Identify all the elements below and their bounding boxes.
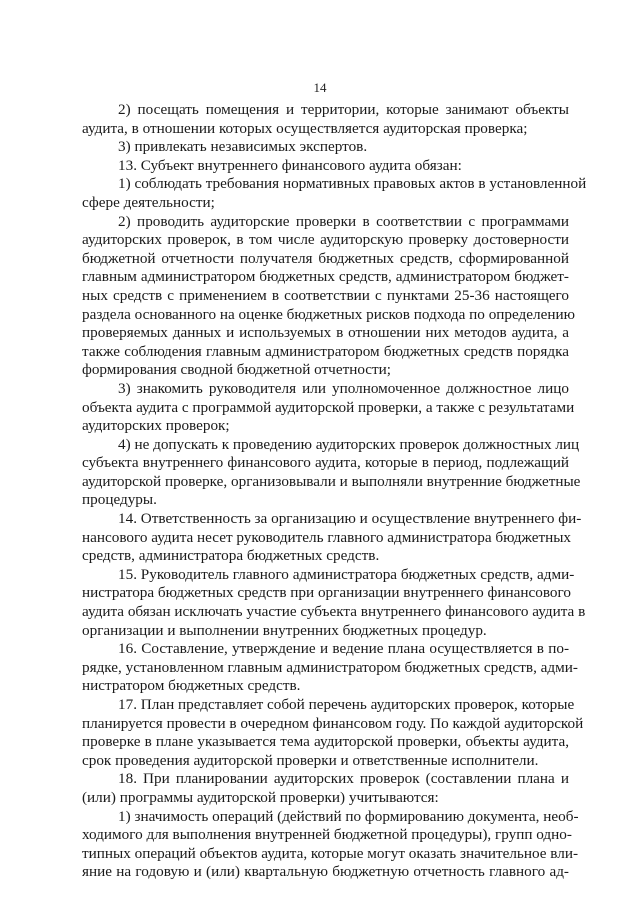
text-line: средств, администратора бюджетных средств. bbox=[82, 547, 380, 565]
text-line: 4) не допускать к проведению аудиторских проверок должностных лиц bbox=[118, 435, 580, 453]
text-line: 2) посещать помещения и территории, которые занимают объекты bbox=[118, 101, 569, 118]
text-line: 13. Субъект внутреннего финансового аудита обязан: bbox=[118, 156, 462, 174]
paragraph bbox=[82, 212, 575, 380]
text-line: ходимого для выполнения внутренней бюджетной процедуры), групп одно- bbox=[82, 826, 572, 844]
text-line: 17. План представляет собой перечень аудиторских проверок, которые bbox=[118, 696, 575, 713]
text-line: аудиторских проверок; bbox=[82, 417, 230, 435]
text-line: главным администратором бюджетных средств, администратором бюджет- bbox=[82, 268, 569, 286]
text-line: 3) привлекать независимых экспертов. bbox=[118, 138, 368, 156]
text-line: также соблюдения главным администратором бюджетных средств порядка bbox=[82, 342, 569, 360]
paragraph bbox=[82, 157, 569, 176]
text-line: проверяемых данных и используемых в отношении них методов аудита, а bbox=[82, 324, 569, 342]
page-number: 14 bbox=[313, 80, 327, 95]
paragraph bbox=[82, 175, 587, 212]
text-line: планируется провести в очередном финансовом году. По каждой аудиторской bbox=[82, 714, 584, 732]
text-line: сфере деятельности; bbox=[82, 193, 215, 211]
text-line: организации и выполнении внутренних бюджетных процедур. bbox=[82, 621, 487, 639]
text-line: яние на годовую и (или) квартальную бюджетную отчетность главного ад- bbox=[82, 863, 569, 881]
paragraph bbox=[82, 565, 586, 640]
text-line: нансового аудита несет руководитель главного администратора бюджетных bbox=[82, 528, 572, 546]
text-line: 1) соблюдать требования нормативных правовых актов в установленной bbox=[118, 175, 587, 193]
text-line: аудита обязан исключать участие субъекта внутреннего финансового аудита в bbox=[82, 603, 586, 621]
text-line: 3) знакомить руководителя или уполномоченное должностное лицо bbox=[118, 379, 569, 397]
text-line: нистратора бюджетных средств при организации внутреннего финансового bbox=[82, 584, 571, 602]
text-line: объекта аудита с программой аудиторской проверки, а также с результатами bbox=[82, 398, 575, 416]
text-line: (или) программы аудиторской проверки) учитываются: bbox=[82, 788, 439, 806]
paragraph bbox=[82, 640, 578, 696]
text-line: субъекта внутреннего финансового аудита, которые в период, подлежащий bbox=[82, 454, 569, 472]
paragraph bbox=[82, 696, 584, 770]
text-line: аудита, в отношении которых осуществляется аудиторская проверка; bbox=[82, 119, 528, 137]
text-line: 1) значимость операций (действий по формированию документа, необ- bbox=[118, 807, 579, 825]
text-line: раздела основанного на оценке бюджетных рисков подхода по определению bbox=[82, 305, 575, 323]
text-line: ных средств с применением в соответствии с пунктами 25-36 настоящего bbox=[82, 286, 569, 304]
text-line: процедуры. bbox=[82, 491, 157, 509]
text-line: аудиторских проверок, в том числе аудиторскую проверку достоверности bbox=[82, 231, 569, 249]
paragraph bbox=[82, 435, 581, 510]
text-line: проверке в плане указывается тема аудиторской проверки, объекты аудита, bbox=[82, 733, 569, 751]
text-line: 2) проводить аудиторские проверки в соответствии с программами bbox=[118, 212, 569, 230]
paragraph bbox=[82, 101, 569, 138]
text-line: 18. При планировании аудиторских проверок (составлении плана и bbox=[118, 770, 569, 788]
text-line: нистратором бюджетных средств. bbox=[82, 677, 301, 695]
paragraph bbox=[82, 510, 582, 566]
text-line: 16. Составление, утверждение и ведение плана осуществляется в по- bbox=[118, 640, 569, 658]
document-body bbox=[82, 101, 587, 882]
text-line: рядке, установленном главным администратором бюджетных средств, адми- bbox=[82, 658, 578, 676]
text-line: бюджетной отчетности получателя бюджетных средств, сформированной bbox=[82, 249, 569, 267]
text-line: 15. Руководитель главного администратора бюджетных средств, адми- bbox=[118, 565, 575, 583]
text-line: типных операций объектов аудита, которые могут оказать значительное вли- bbox=[82, 844, 579, 862]
paragraph bbox=[82, 138, 569, 157]
text-line: формирования сводной бюджетной отчетности; bbox=[82, 361, 392, 379]
paragraph bbox=[82, 379, 575, 436]
text-line: срок проведения аудиторской проверки и ответственные исполнители. bbox=[82, 751, 539, 769]
paragraph bbox=[82, 807, 579, 882]
text-line: 14. Ответственность за организацию и осуществление внутреннего фи- bbox=[118, 510, 582, 528]
text-line: аудиторской проверке, организовывали и выполняли внутренние бюджетные bbox=[82, 472, 581, 490]
paragraph bbox=[82, 770, 569, 807]
